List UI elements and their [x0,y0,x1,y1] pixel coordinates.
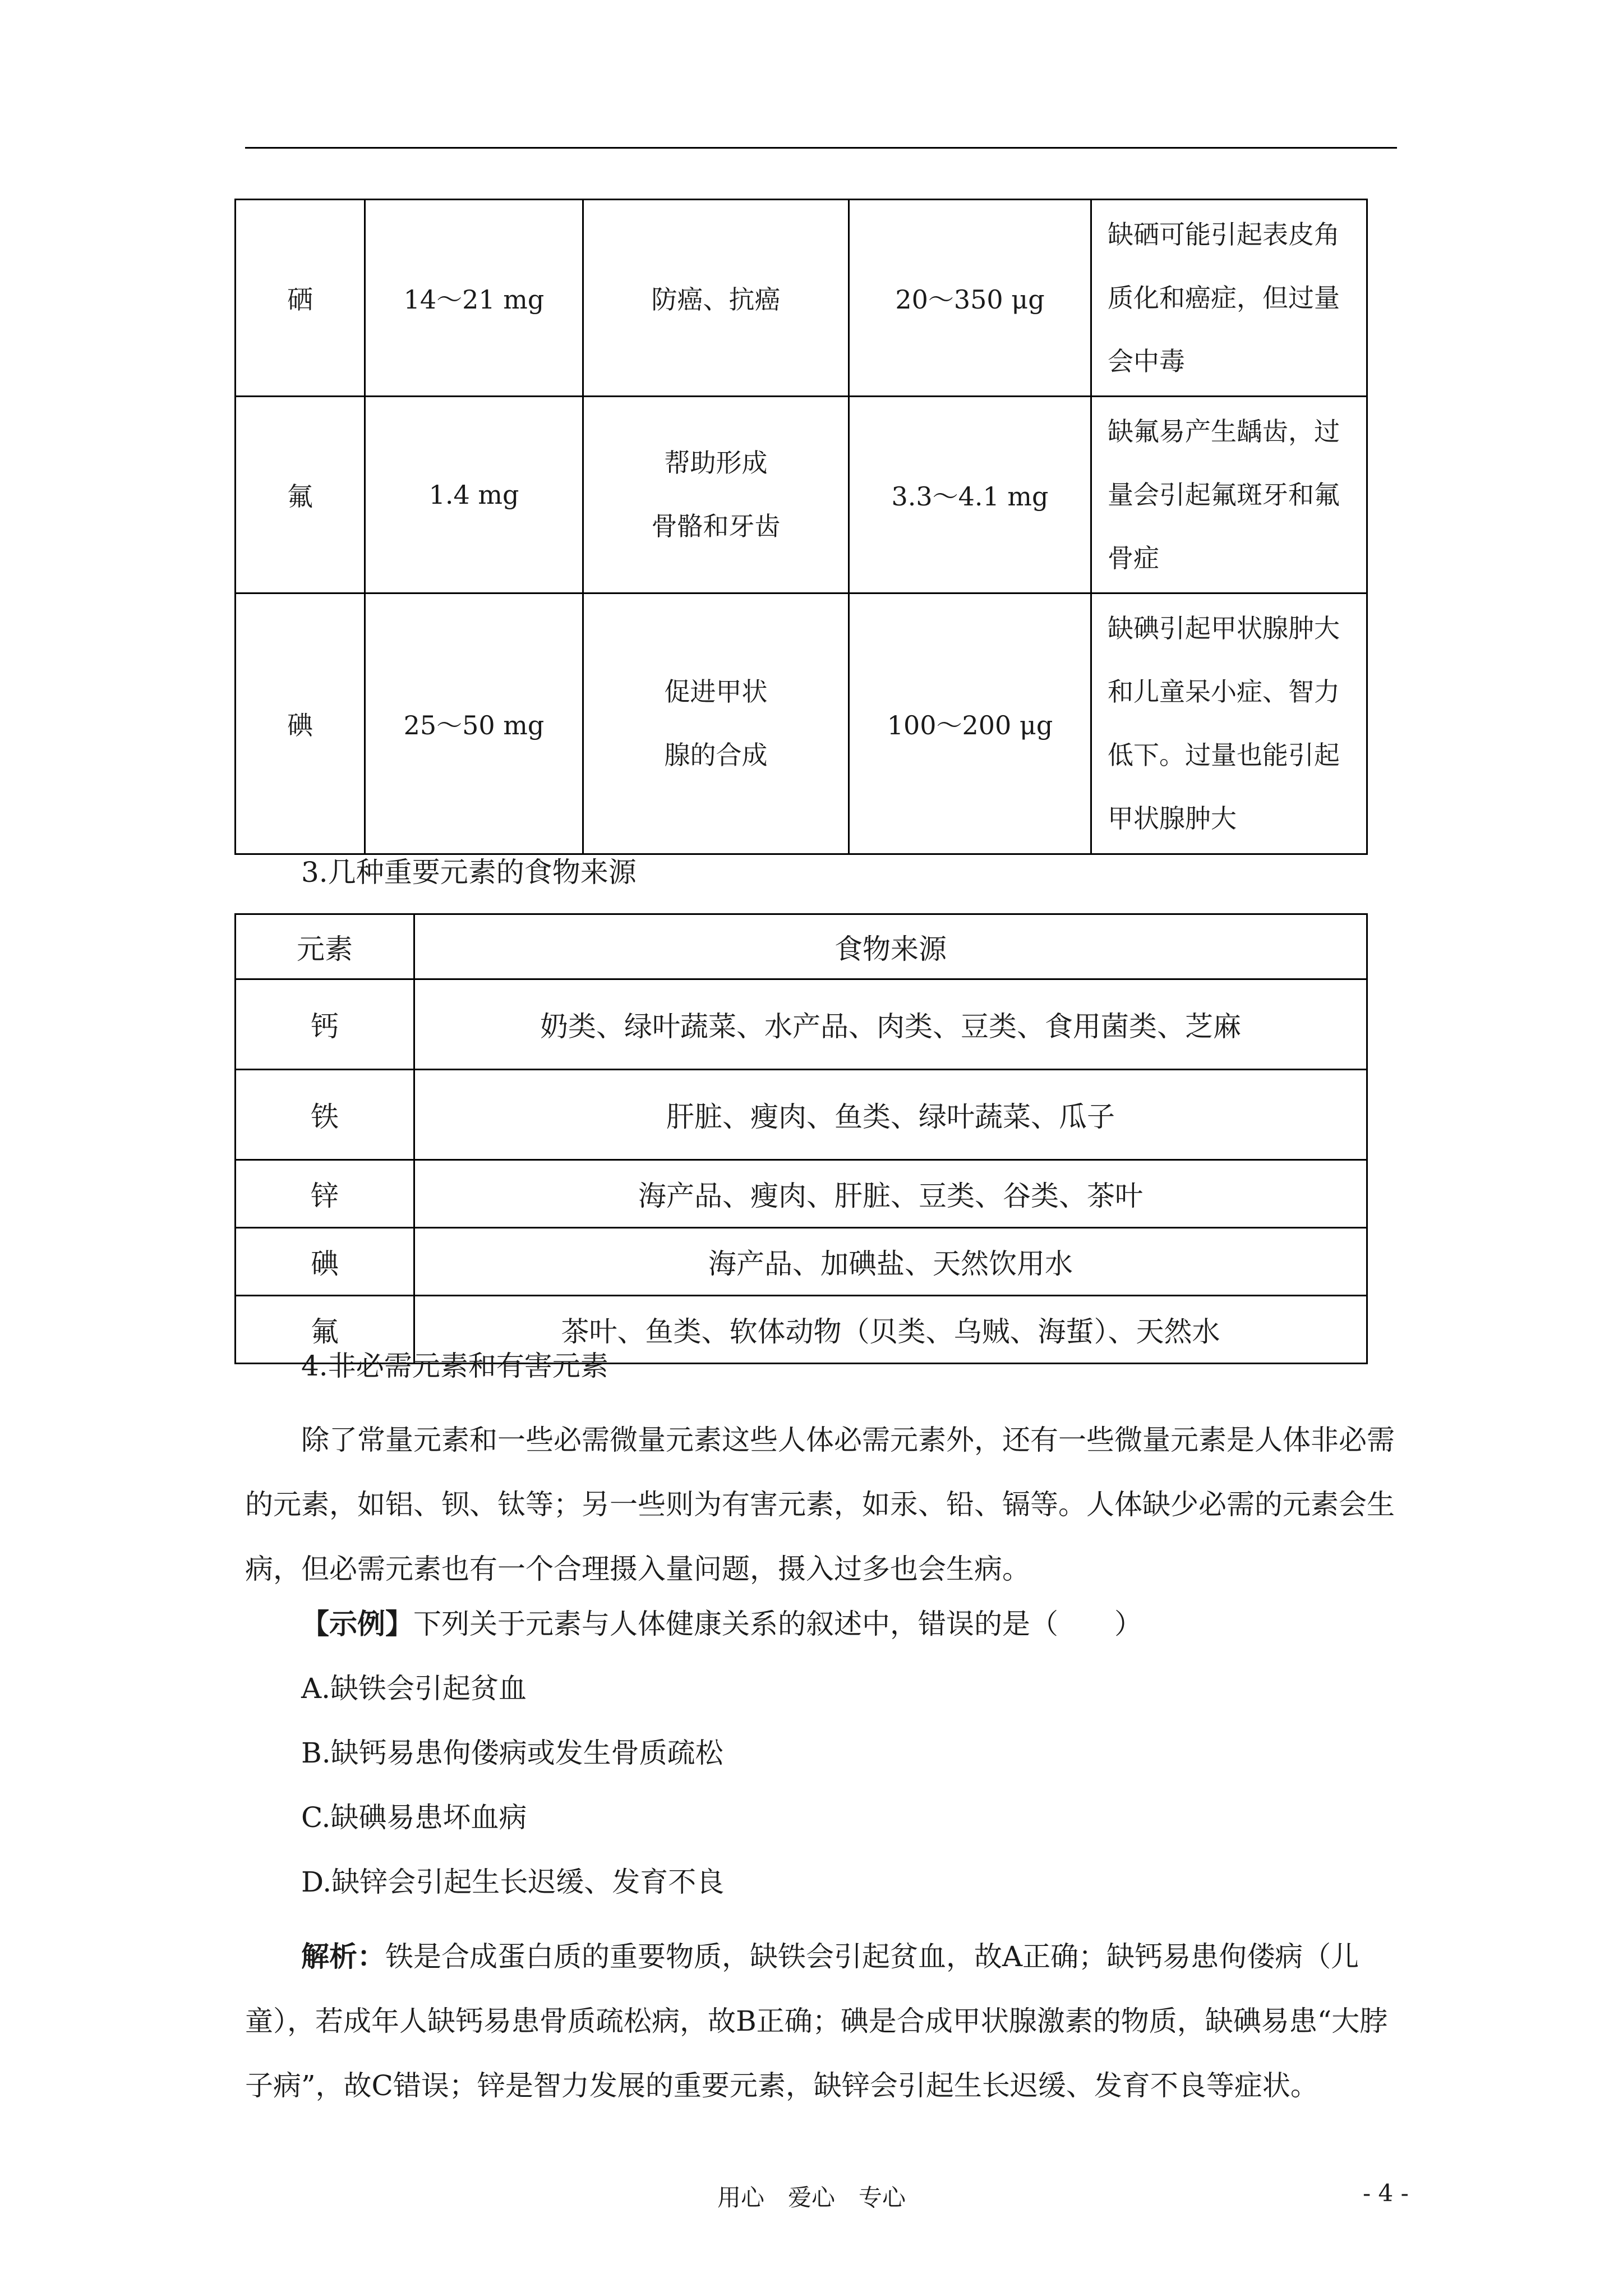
section-3-title: 3.几种重要元素的食物来源 [301,856,637,889]
analysis [245,1924,1397,2118]
element-cell: 铁 [236,1070,414,1160]
trace-element-table [234,199,1368,855]
page-number: - 4 - [1363,2179,1409,2207]
header-source: 食物来源 [414,914,1367,979]
content-cell: 1.4 mg [365,397,583,593]
example-question-text: 下列关于元素与人体健康关系的叙述中，错误的是（ ） [413,1608,1142,1640]
intake-cell: 3.3～4.1 mg [849,397,1091,593]
source-cell: 茶叶、鱼类、软体动物（贝类、乌贼、海蜇）、天然水 [414,1296,1367,1364]
note-cell: 缺硒可能引起表皮角质化和癌症，但过量会中毒 [1091,200,1367,397]
note-cell: 缺碘引起甲状腺肿大和儿童呆小症、智力低下。过量也能引起甲状腺肿大 [1091,593,1367,854]
intake-cell: 100～200 μg [849,593,1091,854]
element-cell: 碘 [236,593,365,854]
table-row [236,397,1367,593]
element-cell: 钙 [236,979,414,1070]
source-cell: 海产品、瘦肉、肝脏、豆类、谷类、茶叶 [414,1160,1367,1228]
analysis-text: 铁是合成蛋白质的重要物质，缺铁会引起贫血，故A正确；缺钙易患佝偻病（儿童），若成年人缺钙易患骨质疏松病，故B正确；碘是合成甲状腺激素的物质，缺碘易患“大脖子病”，故C错误；锌是智力发展的重要元素，缺锌会引起生长迟缓、发育不良等症状。 [245,1940,1388,2102]
section-4-title: 4.非必需元素和有害元素 [301,1350,608,1382]
content-cell: 14～21 mg [365,200,583,397]
function-cell: 帮助形成 骨骼和牙齿 [583,397,849,593]
table-header-row [236,914,1367,979]
option-b: B.缺钙易患佝偻病或发生骨质疏松 [301,1737,723,1769]
example-question [301,1602,1142,1642]
table-row [236,1228,1367,1296]
food-source-table [234,913,1368,1364]
table-row [236,1070,1367,1160]
footer-motto: 用心 爱心 专心 [717,2184,906,2211]
source-cell: 海产品、加碘盐、天然饮用水 [414,1228,1367,1296]
element-cell: 硒 [236,200,365,397]
note-cell: 缺氟易产生龋齿，过量会引起氟斑牙和氟骨症 [1091,397,1367,593]
header-rule [245,147,1397,149]
element-cell: 碘 [236,1228,414,1296]
analysis-label: 解析： [301,1940,385,1973]
content-cell: 25～50 mg [365,593,583,854]
table-row [236,200,1367,397]
section-4-body: 除了常量元素和一些必需微量元素这些人体必需元素外，还有一些微量元素是人体非必需的元素，如铝、钡、钛等；另一些则为有害元素，如汞、铅、镉等。人体缺少必需的元素会生病，但必需元素也有一个合理摄入量问题，摄入过多也会生病。 [245,1424,1395,1585]
function-cell: 防癌、抗癌 [583,200,849,397]
function-cell: 促进甲状 腺的合成 [583,593,849,854]
element-cell: 氟 [236,397,365,593]
intake-cell: 20～350 μg [849,200,1091,397]
option-c: C.缺碘易患坏血病 [301,1801,527,1834]
header-element: 元素 [236,914,414,979]
table-row [236,979,1367,1070]
element-cell: 氟 [236,1296,414,1364]
option-d: D.缺锌会引起生长迟缓、发育不良 [301,1866,725,1898]
example-label: 【示例】 [301,1607,413,1640]
source-cell: 肝脏、瘦肉、鱼类、绿叶蔬菜、瓜子 [414,1070,1367,1160]
table-row [236,1160,1367,1228]
option-a: A.缺铁会引起贫血 [301,1672,527,1705]
element-cell: 锌 [236,1160,414,1228]
source-cell: 奶类、绿叶蔬菜、水产品、肉类、豆类、食用菌类、芝麻 [414,979,1367,1070]
table-row [236,593,1367,854]
